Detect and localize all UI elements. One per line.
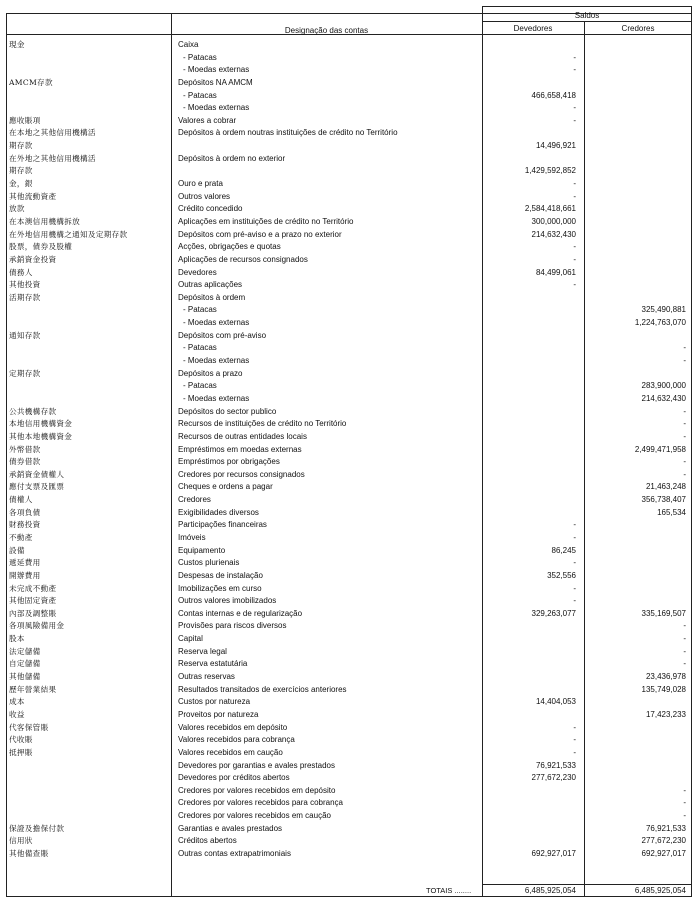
devedores-value: 214,632,430 — [531, 229, 576, 239]
table-row — [6, 39, 692, 52]
credores-value: - — [683, 646, 686, 656]
account-name-chinese: 自定儲備 — [9, 659, 41, 669]
account-name-chinese: 在本地之其他信用機構活 — [9, 128, 96, 138]
saldos-divider-line — [482, 21, 692, 22]
credores-value: 2,499,471,958 — [634, 444, 686, 454]
table-row — [6, 747, 692, 760]
account-designation: Imobilizações em curso — [178, 583, 262, 593]
account-name-chinese: 外幣借款 — [9, 444, 41, 454]
table-row — [6, 519, 692, 532]
account-name-chinese: 在外地信用機構之通知及定期存款 — [9, 229, 128, 239]
table-row — [6, 507, 692, 520]
credores-value: - — [683, 621, 686, 631]
table-row — [6, 722, 692, 735]
account-designation: Credores por recursos consignados — [178, 469, 305, 479]
totals-devedores: 6,485,925,054 — [524, 886, 576, 895]
saldos-header: Saldos — [574, 11, 600, 20]
devedores-value: 84,499,061 — [535, 267, 576, 277]
credores-value: 76,921,533 — [645, 823, 686, 833]
account-designation: Devedores — [178, 267, 217, 277]
account-name-chinese: 其他固定資產 — [9, 596, 57, 606]
table-row — [6, 140, 692, 153]
account-name-chinese: 債務人 — [9, 267, 33, 277]
account-name-chinese: 財務投資 — [9, 520, 41, 530]
account-designation: - Moedas externas — [183, 356, 250, 366]
devedores-value: - — [573, 596, 576, 606]
devedores-value: 329,263,077 — [531, 608, 576, 618]
devedores-value: 277,672,230 — [531, 773, 576, 783]
account-designation: - Moedas externas — [183, 103, 250, 113]
account-designation: Garantias e avales prestados — [178, 823, 283, 833]
account-name-chinese: 開辦費用 — [9, 570, 41, 580]
credores-value: - — [683, 406, 686, 416]
table-row — [6, 330, 692, 343]
account-designation: Ouro e prata — [178, 179, 223, 189]
devedores-value: - — [573, 532, 576, 542]
table-row — [6, 633, 692, 646]
account-designation: Depósitos à ordem no exterior — [178, 153, 286, 163]
table-row — [6, 772, 692, 785]
credores-value: - — [683, 785, 686, 795]
table-row — [6, 684, 692, 697]
table-row — [6, 734, 692, 747]
account-name-chinese: 放款 — [9, 204, 25, 214]
devedores-value: - — [573, 747, 576, 757]
credores-value: - — [683, 659, 686, 669]
devedores-value: - — [573, 558, 576, 568]
table-row — [6, 696, 692, 709]
account-designation: Outras aplicações — [178, 280, 243, 290]
table-row — [6, 494, 692, 507]
credores-value: - — [683, 356, 686, 366]
account-designation: Acções, obrigações e quotas — [178, 242, 281, 252]
devedores-value: - — [573, 242, 576, 252]
account-designation: - Patacas — [183, 305, 217, 315]
credores-value: - — [683, 419, 686, 429]
devedores-value: - — [573, 280, 576, 290]
table-row — [6, 557, 692, 570]
account-name-chinese: 債權人 — [9, 495, 33, 505]
table-row — [6, 355, 692, 368]
table-row — [6, 317, 692, 330]
account-designation: Depósitos com pré-aviso e a prazo no exterior — [178, 229, 342, 239]
devedores-value: - — [573, 191, 576, 201]
table-row — [6, 52, 692, 65]
table-row — [6, 595, 692, 608]
credores-value: 214,632,430 — [641, 393, 686, 403]
account-name-chinese: 其他備查賬 — [9, 849, 49, 858]
table-row — [6, 178, 692, 191]
account-name-chinese: 期存款 — [9, 166, 33, 176]
credores-value: 135,749,028 — [641, 684, 686, 694]
table-row — [6, 380, 692, 393]
account-designation: Devedores por créditos abertos — [178, 773, 290, 783]
table-row — [6, 254, 692, 267]
table-row — [6, 456, 692, 469]
account-designation: Custos por natureza — [178, 697, 251, 707]
table-row — [6, 469, 692, 482]
table-row — [6, 279, 692, 292]
devedores-value: 14,404,053 — [535, 697, 576, 707]
account-designation: Exigibilidades diversos — [178, 507, 259, 517]
devedores-value: 86,245 — [551, 545, 576, 555]
table-row — [6, 760, 692, 773]
account-designation: - Patacas — [183, 343, 217, 353]
account-name-chinese: 定期存款 — [9, 368, 41, 378]
account-designation: - Patacas — [183, 52, 217, 62]
devedores-value: 2,584,418,661 — [524, 204, 576, 214]
table-row — [6, 671, 692, 684]
table-row — [6, 823, 692, 836]
account-designation: Valores a cobrar — [178, 115, 237, 125]
devedores-value: - — [573, 103, 576, 113]
account-name-chinese: 承銷資金投資 — [9, 254, 57, 264]
devedores-value: - — [573, 583, 576, 593]
credores-value: 277,672,230 — [641, 836, 686, 846]
totals-label: TOTAIS ........ — [426, 886, 472, 895]
table-row — [6, 532, 692, 545]
table-row — [6, 810, 692, 823]
credores-value: 335,169,507 — [641, 608, 686, 618]
account-designation: Depósitos com pré-aviso — [178, 330, 267, 340]
account-designation: Proveitos por natureza — [178, 709, 259, 719]
table-row — [6, 658, 692, 671]
account-designation: Caixa — [178, 40, 199, 49]
table-row — [6, 583, 692, 596]
account-designation: Credores por valores recebidos em caução — [178, 811, 331, 821]
account-designation: Reserva legal — [178, 646, 227, 656]
credores-value: 283,900,000 — [641, 381, 686, 391]
account-designation: - Moedas externas — [183, 65, 250, 75]
account-designation: Recursos de outras entidades locais — [178, 431, 307, 441]
table-row — [6, 64, 692, 77]
account-name-chinese: 信用狀 — [9, 836, 33, 846]
table-row — [6, 165, 692, 178]
table-row — [6, 153, 692, 166]
account-designation: Capital — [178, 634, 203, 644]
account-name-chinese: 法定儲備 — [9, 646, 41, 656]
account-designation: Cheques e ordens a pagar — [178, 482, 273, 492]
account-designation: Devedores por garantias e avales prestados — [178, 760, 335, 770]
account-designation: Aplicações de recursos consignados — [178, 254, 308, 264]
table-row — [6, 203, 692, 216]
account-designation: Valores recebidos para cobrança — [178, 735, 295, 745]
account-designation: Depósitos do sector publico — [178, 406, 277, 416]
account-designation: Outras contas extrapatrimoniais — [178, 849, 291, 858]
devedores-value: - — [573, 520, 576, 530]
credores-value: - — [683, 469, 686, 479]
devedores-value: 1,429,592,852 — [524, 166, 576, 176]
account-designation: Provisões para riscos diversos — [178, 621, 287, 631]
credores-value: 21,463,248 — [645, 482, 686, 492]
account-name-chinese: 抵押賬 — [9, 747, 33, 757]
account-designation: Participações financeiras — [178, 520, 267, 530]
devedores-header: Devedores — [513, 24, 553, 33]
table-row — [6, 646, 692, 659]
credores-value: - — [683, 798, 686, 808]
devedores-value: - — [573, 722, 576, 732]
account-designation: Despesas de instalação — [178, 570, 263, 580]
table-row — [6, 229, 692, 242]
account-name-chinese: 代收賬 — [9, 735, 33, 745]
totals-row — [6, 885, 692, 898]
account-designation: Custos plurienais — [178, 558, 240, 568]
table-row — [6, 545, 692, 558]
credores-value: 23,436,978 — [645, 672, 686, 682]
account-name-chinese: 代客保管賬 — [9, 722, 49, 732]
account-designation: Credores — [178, 495, 211, 505]
devedores-value: 76,921,533 — [535, 760, 576, 770]
table-row — [6, 848, 692, 861]
account-name-chinese: 成本 — [9, 697, 25, 707]
account-designation: Créditos abertos — [178, 836, 237, 846]
table-row — [6, 304, 692, 317]
table-row — [6, 102, 692, 115]
account-name-chinese: 其他本地機構資金 — [9, 431, 73, 441]
credores-value: - — [683, 457, 686, 467]
table-row — [6, 620, 692, 633]
credores-value: 356,738,407 — [641, 495, 686, 505]
table-row — [6, 393, 692, 406]
account-designation: Contas internas e de regularização — [178, 608, 303, 618]
account-name-chinese: 股票，債券及股權 — [9, 242, 73, 252]
table-row — [6, 797, 692, 810]
account-name-chinese: 應付支票及匯票 — [9, 482, 65, 492]
account-designation: - Patacas — [183, 381, 217, 391]
credores-value: - — [683, 343, 686, 353]
devedores-value: - — [573, 735, 576, 745]
account-name-chinese: 未完成不動產 — [9, 583, 57, 593]
account-rows — [6, 39, 692, 861]
account-name-chinese: 不動產 — [9, 532, 33, 542]
table-row — [6, 292, 692, 305]
account-name-chinese: 本地信用機構資金 — [9, 419, 73, 429]
table-row — [6, 127, 692, 140]
account-designation: Depósitos a prazo — [178, 368, 243, 378]
account-designation: Credores por valores recebidos em depósito — [178, 785, 336, 795]
devedores-value: - — [573, 115, 576, 125]
account-name-chinese: 遞延費用 — [9, 558, 41, 568]
account-name-chinese: 其他儲備 — [9, 672, 41, 682]
account-name-chinese: 應收賬項 — [9, 115, 41, 125]
designacao-header: Designação das contas — [284, 26, 369, 35]
account-name-chinese: 期存款 — [9, 141, 33, 151]
table-row — [6, 406, 692, 419]
account-designation: Depósitos NA AMCM — [178, 77, 253, 87]
table-row — [6, 241, 692, 254]
account-name-chinese: 各項負債 — [9, 507, 41, 517]
table-row — [6, 267, 692, 280]
account-designation: Outras reservas — [178, 672, 235, 682]
table-row — [6, 785, 692, 798]
devedores-value: 352,556 — [547, 570, 576, 580]
account-name-chinese: 設備 — [9, 545, 25, 555]
account-name-chinese: 通知存款 — [9, 330, 41, 340]
table-row — [6, 191, 692, 204]
account-designation: Valores recebidos em caução — [178, 747, 283, 757]
account-name-chinese: 保證及擔保付款 — [9, 823, 65, 833]
devedores-value: 14,496,921 — [535, 141, 576, 151]
account-designation: Imóveis — [178, 532, 206, 542]
account-designation: Resultados transitados de exercícios anteriores — [178, 684, 347, 694]
table-row — [6, 115, 692, 128]
table-row — [6, 216, 692, 229]
table-row — [6, 342, 692, 355]
devedores-value: 466,658,418 — [531, 90, 576, 100]
account-name-chinese: 在外地之其他信用機構活 — [9, 153, 96, 163]
devedores-value: 300,000,000 — [531, 216, 576, 226]
devedores-value: 692,927,017 — [531, 849, 576, 858]
account-name-chinese: 內部及調整賬 — [9, 608, 57, 618]
account-name-chinese: 金，銀 — [9, 179, 33, 189]
table-row — [6, 444, 692, 457]
account-designation: Outros valores imobilizados — [178, 596, 277, 606]
account-designation: Empréstimos em moedas externas — [178, 444, 302, 454]
table-row — [6, 418, 692, 431]
credores-value: 17,423,233 — [645, 709, 686, 719]
account-name-chinese: 債券借款 — [9, 457, 41, 467]
balance-sheet-document — [6, 6, 692, 897]
totals-credores: 6,485,925,054 — [634, 886, 686, 895]
account-designation: Empréstimos por obrigações — [178, 457, 280, 467]
devedores-value: - — [573, 179, 576, 189]
account-name-chinese: 其他流動資產 — [9, 191, 57, 201]
account-designation: - Patacas — [183, 90, 217, 100]
credores-value: - — [683, 634, 686, 644]
account-designation: Equipamento — [178, 545, 226, 555]
credores-value: 692,927,017 — [641, 849, 686, 858]
account-designation: Valores recebidos em depósito — [178, 722, 288, 732]
account-name-chinese: 歷年營業結果 — [9, 684, 57, 694]
account-name-chinese: 承銷資金債權人 — [9, 469, 65, 479]
credores-value: - — [683, 811, 686, 821]
account-designation: Aplicações em instituições de crédito no Território — [178, 216, 354, 226]
account-designation: Crédito concedido — [178, 204, 243, 214]
account-name-chinese: 股本 — [9, 634, 25, 644]
credores-value: 1,224,763,070 — [634, 318, 686, 328]
table-row — [6, 368, 692, 381]
table-row — [6, 77, 692, 90]
account-designation: - Moedas externas — [183, 318, 250, 328]
table-row — [6, 431, 692, 444]
table-row — [6, 835, 692, 848]
account-name-chinese: 其他投資 — [9, 280, 41, 290]
account-designation: Depósitos à ordem noutras instituições de crédito no Território — [178, 128, 398, 138]
account-designation: Credores por valores recebidos para cobrança — [178, 798, 343, 808]
credores-value: 325,490,881 — [641, 305, 686, 315]
account-name-chinese: 公共機構存款 — [9, 406, 57, 416]
credores-header: Credores — [621, 24, 655, 33]
devedores-value: - — [573, 254, 576, 264]
account-designation: Recursos de instituições de crédito no Território — [178, 419, 347, 429]
devedores-value: - — [573, 65, 576, 75]
table-row — [6, 90, 692, 103]
table-row — [6, 481, 692, 494]
account-designation: Reserva estatutária — [178, 659, 248, 669]
account-name-chinese: AMCM存款 — [9, 77, 53, 87]
table-row — [6, 709, 692, 722]
account-name-chinese: 現金 — [9, 40, 25, 49]
account-name-chinese: 在本澳信用機構拆放 — [9, 216, 81, 226]
credores-value: - — [683, 431, 686, 441]
account-name-chinese: 各項風險備用金 — [9, 621, 65, 631]
account-designation: Depósitos à ordem — [178, 292, 246, 302]
account-designation: Outros valores — [178, 191, 231, 201]
account-name-chinese: 收益 — [9, 709, 25, 719]
devedores-value: - — [573, 52, 576, 62]
frame-top-line — [482, 6, 692, 7]
table-row — [6, 570, 692, 583]
table-row — [6, 608, 692, 621]
account-designation: - Moedas externas — [183, 393, 250, 403]
credores-value: 165,534 — [657, 507, 686, 517]
account-name-chinese: 活期存款 — [9, 292, 41, 302]
